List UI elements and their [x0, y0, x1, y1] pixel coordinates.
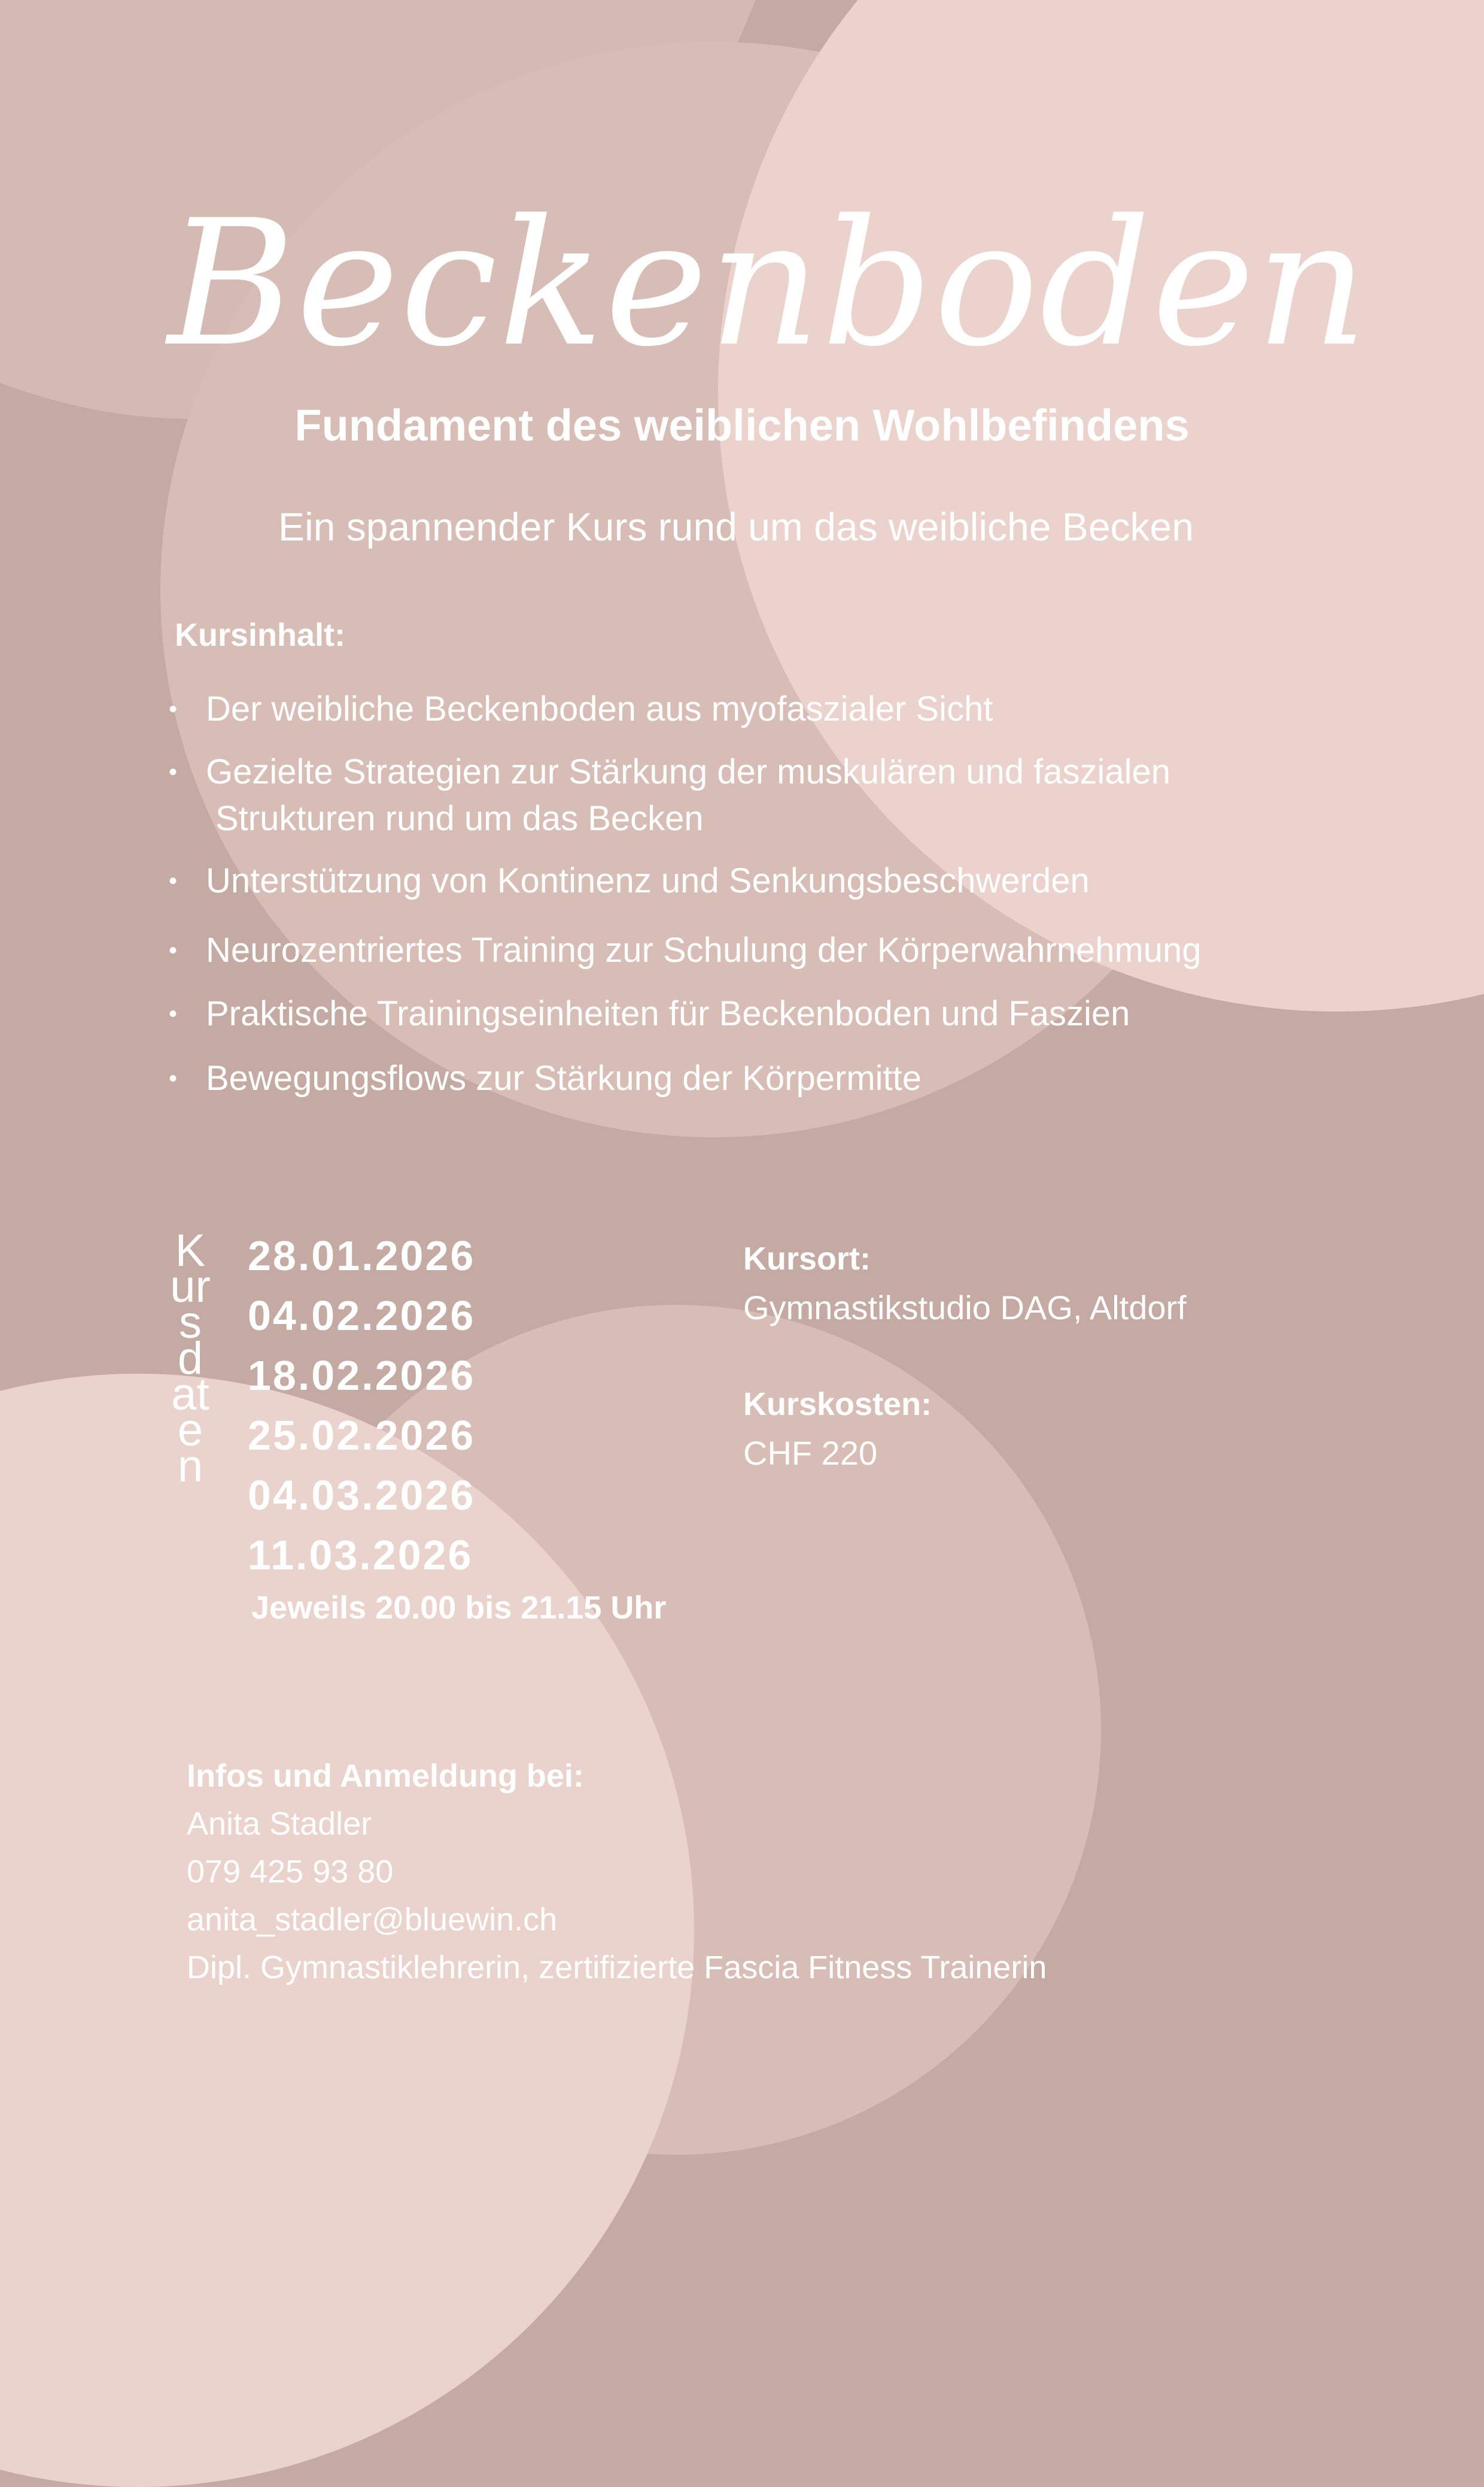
schedule-label-vertical: Kursdaten	[170, 1225, 211, 1492]
location-label: Kursort:	[743, 1241, 871, 1277]
course-date: 25.02.2026	[248, 1412, 476, 1459]
course-date: 28.01.2026	[248, 1232, 476, 1279]
page-subtitle: Fundament des weiblichen Wohlbefindens	[294, 400, 1190, 450]
course-date: 04.03.2026	[248, 1472, 476, 1519]
contact-phone: 079 425 93 80	[187, 1854, 394, 1890]
bullet-icon: •	[169, 937, 178, 964]
page-title: Beckenboden	[168, 183, 1369, 385]
bullet-icon: •	[169, 1001, 178, 1027]
course-date: 18.02.2026	[248, 1352, 476, 1399]
bullet-icon: •	[169, 1065, 178, 1092]
bullet-icon: •	[169, 759, 178, 785]
content-heading: Kursinhalt:	[175, 617, 346, 653]
location-value: Gymnastikstudio DAG, Altdorf	[743, 1289, 1187, 1326]
cost-value: CHF 220	[743, 1434, 878, 1472]
course-date: 11.03.2026	[248, 1532, 473, 1578]
contact-qualification: Dipl. Gymnastiklehrerin, zertifizierte Fascia Fitness Trainerin	[187, 1949, 1047, 1985]
contact-name: Anita Stadler	[187, 1806, 372, 1842]
contact-heading: Infos und Anmeldung bei:	[187, 1758, 584, 1794]
course-date: 04.02.2026	[248, 1292, 476, 1339]
time-note: Jeweils 20.00 bis 21.15 Uhr	[251, 1590, 667, 1626]
contact-email: anita_stadler@bluewin.ch	[187, 1902, 558, 1938]
bullet-icon: •	[169, 696, 178, 722]
cost-label: Kurskosten:	[743, 1386, 932, 1422]
intro-text: Ein spannender Kurs rund um das weibliche Becken	[278, 505, 1194, 549]
bullet-icon: •	[169, 868, 178, 894]
